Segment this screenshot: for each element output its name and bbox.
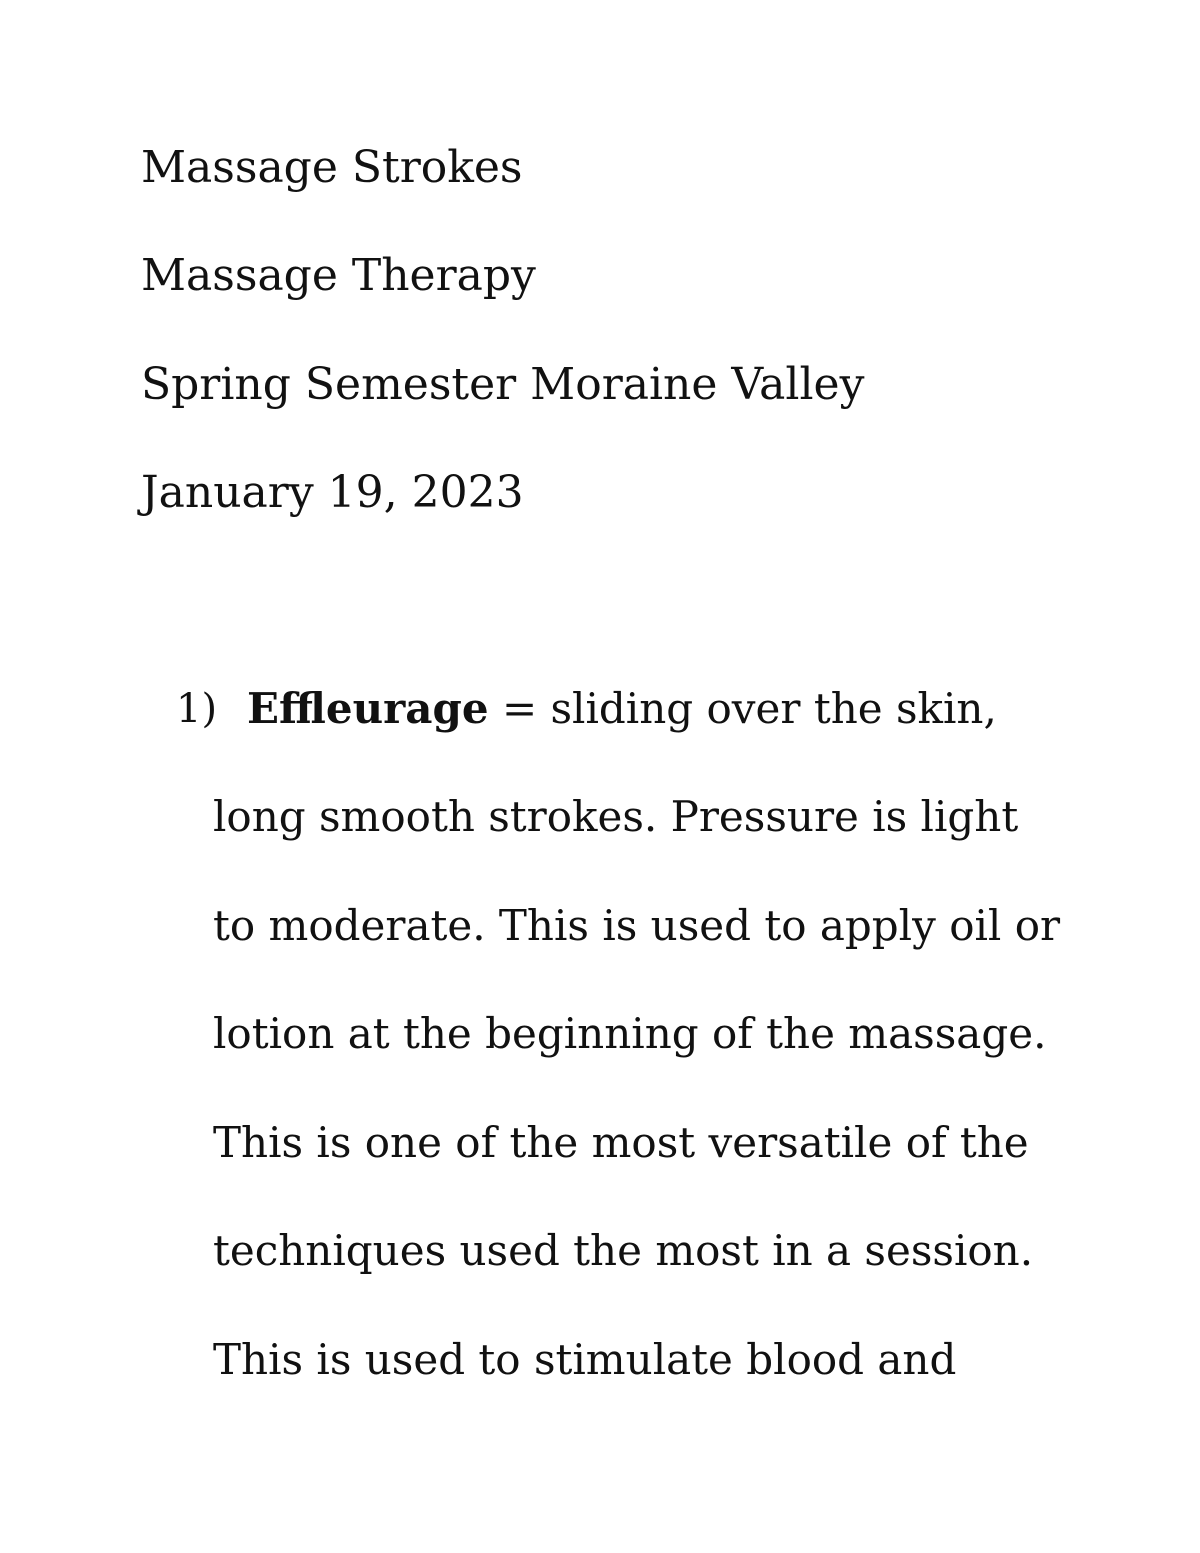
list-item-line: This is one of the most versatile of the <box>213 1118 1029 1167</box>
list-item-marker: 1) <box>176 686 218 732</box>
document-title: Massage Strokes <box>141 142 523 193</box>
list-item-line: lotion at the beginning of the massage. <box>213 1009 1047 1058</box>
list-item-line: This is used to stimulate blood and <box>213 1335 957 1384</box>
list-item-line: long smooth strokes. Pressure is light <box>213 792 1019 841</box>
list-item-line: to moderate. This is used to apply oil or <box>213 901 1061 950</box>
semester-line: Spring Semester Moraine Valley <box>141 359 865 410</box>
list-item-line: techniques used the most in a session. <box>213 1226 1034 1275</box>
list-item-first-line <box>247 679 997 739</box>
course-name: Massage Therapy <box>141 250 536 301</box>
list-item-definition-start: = sliding over the skin, <box>488 684 997 733</box>
document-date: January 19, 2023 <box>141 467 524 518</box>
list-item-term: Effleurage <box>247 684 489 733</box>
